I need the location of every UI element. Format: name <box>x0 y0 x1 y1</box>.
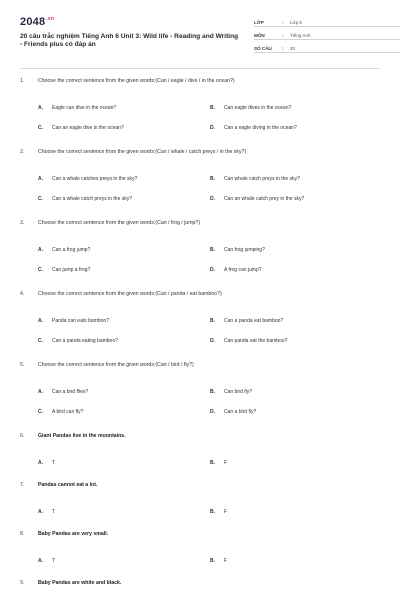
option-letter: D. <box>210 409 215 415</box>
question-item <box>20 78 380 131</box>
answer-option[interactable] <box>210 558 227 564</box>
option-letter: A. <box>38 318 43 324</box>
option-text: Can an eagle dive in the ocean? <box>52 125 124 131</box>
question-stem <box>20 362 380 369</box>
option-letter: A. <box>38 389 43 395</box>
meta-row-class <box>254 16 400 27</box>
question-stem <box>20 291 380 298</box>
question-number: 6. <box>20 433 25 439</box>
question-text: Choose the correct sentence from the given words:(Can / panda / eat bamboo?) <box>38 291 222 297</box>
option-text: Can a bird flies? <box>52 389 89 395</box>
question-text: Choose the correct sentence from the given words:(Can / eagle / dive / in the ocean?) <box>38 78 235 84</box>
answer-option[interactable] <box>210 247 265 253</box>
meta-separator: : <box>282 46 284 51</box>
meta-key: SỐ CÂU <box>254 46 272 51</box>
question-number: 8. <box>20 531 25 537</box>
option-letter: D. <box>210 338 215 344</box>
question-number: 9. <box>20 580 25 586</box>
question-number: 1. <box>20 78 25 84</box>
header-divider <box>20 68 380 69</box>
option-text: Can a whale catch preys in the sky? <box>52 196 133 202</box>
option-letter: D. <box>210 125 215 131</box>
option-text: T <box>52 509 56 515</box>
option-letter: B. <box>210 389 215 395</box>
option-letter: B. <box>210 460 215 466</box>
option-letter: A. <box>38 460 43 466</box>
answer-option[interactable] <box>210 267 262 273</box>
document-meta <box>254 16 400 55</box>
answer-option[interactable] <box>38 558 55 564</box>
answer-option[interactable] <box>38 247 90 253</box>
document-header <box>20 14 380 62</box>
question-number: 3. <box>20 220 25 226</box>
option-text: A bird can fly? <box>52 409 84 415</box>
answer-option[interactable] <box>38 125 124 131</box>
option-text: Can a eagle diving in the ocean? <box>224 125 297 131</box>
question-stem <box>20 580 380 587</box>
answer-option[interactable] <box>38 318 109 324</box>
meta-key: MÔN <box>254 33 265 38</box>
answer-option[interactable] <box>38 105 116 111</box>
answer-option[interactable] <box>38 460 55 466</box>
option-letter: C. <box>38 409 43 415</box>
meta-key: LỚP <box>254 20 264 25</box>
option-text: F <box>224 509 228 515</box>
option-letter: A. <box>38 105 43 111</box>
answer-option[interactable] <box>38 409 83 415</box>
question-text: Choose the correct sentence from the given words:(Can / bird / fly?) <box>38 362 194 368</box>
answer-option[interactable] <box>38 338 118 344</box>
question-number: 7. <box>20 482 25 488</box>
option-letter: B. <box>210 105 215 111</box>
answer-option[interactable] <box>210 196 304 202</box>
option-letter: B. <box>210 176 215 182</box>
option-text: Can jump a frog? <box>52 267 91 273</box>
question-item <box>20 482 380 515</box>
question-number: 4. <box>20 291 25 297</box>
meta-row-count <box>254 42 400 53</box>
answer-option[interactable] <box>38 389 88 395</box>
question-stem <box>20 482 380 489</box>
meta-separator: : <box>282 33 284 38</box>
option-letter: D. <box>210 267 215 273</box>
option-text: Can an whale catch prey in the sky? <box>224 196 305 202</box>
logo-tld: .vn <box>46 16 55 23</box>
question-number: 5. <box>20 362 25 368</box>
option-text: Eagle can dive in the ocean? <box>52 105 117 111</box>
option-text: F <box>224 460 228 466</box>
document-title: 20 câu trắc nghiệm Tiếng Anh 6 Unit 3: Wild life - Reading and Writing - Friends plus có đáp án <box>20 33 239 48</box>
answer-option[interactable] <box>210 125 297 131</box>
answer-option[interactable] <box>38 267 90 273</box>
question-item <box>20 433 380 466</box>
answer-option[interactable] <box>210 105 291 111</box>
option-letter: D. <box>210 196 215 202</box>
meta-row-subject <box>254 29 400 40</box>
question-stem <box>20 78 380 85</box>
answer-option[interactable] <box>210 389 252 395</box>
question-item <box>20 149 380 202</box>
option-text: Can a bird fly? <box>224 409 257 415</box>
option-text: T <box>52 558 56 564</box>
option-letter: B. <box>210 318 215 324</box>
meta-value: Tiếng Anh <box>290 33 311 38</box>
question-text: Choose the correct sentence from the given words:(Can / frog / jump?) <box>38 220 201 226</box>
option-text: F <box>224 558 228 564</box>
question-text: Baby Pandas are very small. <box>38 531 109 537</box>
question-text: Giant Pandas live in the mountains. <box>38 433 126 439</box>
answer-option[interactable] <box>210 460 227 466</box>
answer-option[interactable] <box>210 509 227 515</box>
answer-option[interactable] <box>38 509 55 515</box>
option-text: A frog can jump? <box>224 267 262 273</box>
question-text: Choose the correct sentence from the given words:(Can / whale / catch preys / in the sky?) <box>38 149 247 155</box>
option-letter: A. <box>38 247 43 253</box>
question-item <box>20 531 380 564</box>
question-text: Baby Pandas are white and black. <box>38 580 122 586</box>
answer-option[interactable] <box>38 176 137 182</box>
question-number: 2. <box>20 149 25 155</box>
option-text: Can panda eat the bamboo? <box>224 338 288 344</box>
option-text: Can eagle dives in the ocean? <box>224 105 292 111</box>
answer-option[interactable] <box>210 409 256 415</box>
answer-option[interactable] <box>210 318 283 324</box>
meta-value: 20 <box>290 46 296 51</box>
meta-value: Lớp 6 <box>290 20 302 25</box>
logo-text: 2048 <box>20 16 46 28</box>
option-letter: C. <box>38 267 43 273</box>
option-letter: A. <box>38 176 43 182</box>
option-text: T <box>52 460 56 466</box>
option-text: Panda can eats bamboo? <box>52 318 109 324</box>
site-logo[interactable] <box>20 16 54 28</box>
option-text: Can a frog jump? <box>52 247 91 253</box>
answer-option[interactable] <box>210 338 287 344</box>
option-letter: C. <box>38 338 43 344</box>
option-letter: B. <box>210 247 215 253</box>
option-letter: B. <box>210 509 215 515</box>
option-letter: A. <box>38 509 43 515</box>
question-stem <box>20 531 380 538</box>
answer-option[interactable] <box>210 176 300 182</box>
option-text: Can a panda eat bamboo? <box>224 318 284 324</box>
option-letter: B. <box>210 558 215 564</box>
option-text: Can a whale catches preys in the sky? <box>52 176 138 182</box>
option-text: Can frog jumping? <box>224 247 265 253</box>
meta-separator: : <box>282 20 284 25</box>
question-stem <box>20 220 380 227</box>
question-item <box>20 362 380 415</box>
question-stem <box>20 433 380 440</box>
option-letter: A. <box>38 558 43 564</box>
question-item <box>20 580 380 587</box>
option-letter: C. <box>38 125 43 131</box>
answer-option[interactable] <box>38 196 132 202</box>
option-letter: C. <box>38 196 43 202</box>
question-stem <box>20 149 380 156</box>
question-item <box>20 220 380 273</box>
option-text: Can bird fly? <box>224 389 253 395</box>
question-text: Pandas cannot eat a lot. <box>38 482 98 488</box>
option-text: Can whale catch preys in the sky? <box>224 176 300 182</box>
option-text: Can a panda eating bamboo? <box>52 338 118 344</box>
question-item <box>20 291 380 344</box>
